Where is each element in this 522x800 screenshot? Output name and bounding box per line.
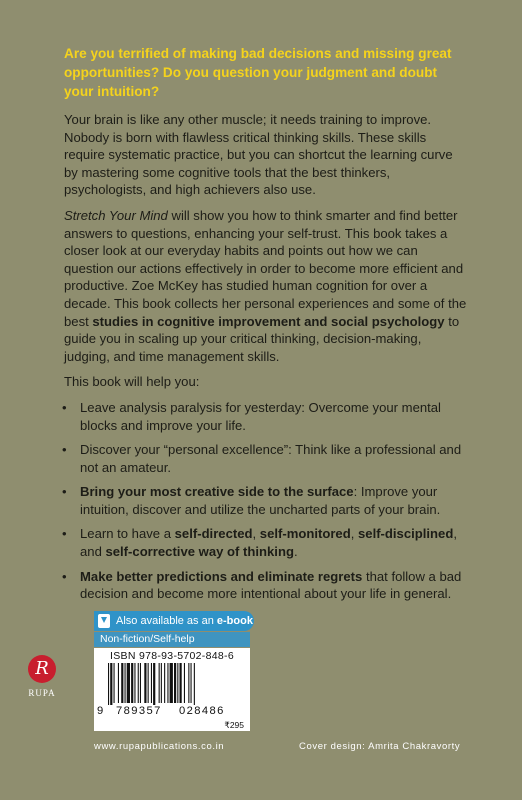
list-item: [64, 483, 468, 518]
bullet-marker: •: [62, 399, 67, 415]
bullet-5-bold: Make better predictions and eliminate regrets: [80, 568, 363, 584]
bullet-marker: •: [62, 568, 67, 584]
bullet-1-text: Leave analysis paralysis for yesterday: Overcome your mental blocks and improve your life.: [80, 399, 441, 433]
bullet-4-sep-3: , and: [80, 526, 457, 560]
barcode-digit-first: 9: [97, 705, 104, 717]
paragraph-2: [64, 207, 468, 365]
bullet-5-text: that follow a bad decision and become more intentional about your life in general.: [80, 568, 462, 602]
logo-mark-icon: [28, 655, 56, 683]
bullet-4-sep-1: ,: [252, 526, 260, 542]
paragraph-2-bold: studies in cognitive improvement and social psychology: [92, 313, 445, 329]
back-cover-text: [64, 44, 468, 610]
list-item: [64, 399, 468, 434]
bullet-4-bold-2: self-monitored: [259, 526, 351, 542]
bullet-4-sep-2: ,: [350, 526, 358, 542]
book-title: Stretch Your Mind: [64, 207, 168, 223]
paragraph-1: Your brain is like any other muscle; it needs training to improve. Nobody is born with flawless critical thinking skills. These skills require systematic practice, but you can shortcut the learning curve by mastering some cognitive tools that the best thinkers, psychologists, and high achievers also use.: [64, 112, 453, 198]
bullet-marker: •: [62, 526, 67, 542]
download-icon: [98, 614, 110, 628]
price: ₹295: [224, 720, 244, 730]
publisher-website: www.rupapublications.co.in: [94, 741, 225, 752]
bullet-4-pre: Learn to have a: [80, 526, 175, 542]
bullet-4-end: .: [293, 544, 298, 560]
ebook-bold: e-book: [216, 615, 253, 627]
bullet-marker: •: [62, 484, 67, 500]
bullet-4-bold-3: self-disciplined: [358, 526, 454, 542]
bullet-3-text: : Improve your intuition, discover and utilize the uncharted parts of your brain.: [80, 484, 441, 517]
genre-label: Non-fiction/Self-help: [94, 632, 250, 647]
bullet-4-bold-1: self-directed: [174, 526, 253, 542]
benefit-list: [64, 399, 468, 603]
bullet-3-bold: Bring your most creative side to the surface: [80, 484, 354, 500]
paragraph-2-text-1: will show you how to think smarter and find better answers to questions, enhancing your self-trust. This book takes a closer look at our everyday habits and points out how we can question our actions effectively in order to become more efficient and productive. Zoe McKey has studied human cognition for over a decade. This book collects her personal experiences and some of the best: [64, 207, 467, 329]
isbn-text: ISBN 978-93-5702-848-6: [110, 650, 234, 662]
list-item: [64, 568, 468, 603]
bullet-2-text: Discover your “personal excellence”: Think like a professional and not an amateur.: [80, 442, 462, 475]
publisher-logo: [22, 655, 62, 715]
ebook-banner: [94, 611, 254, 631]
list-item: [64, 441, 468, 476]
cover-credit: Cover design: Amrita Chakravorty: [299, 741, 461, 752]
barcode-digits-group-2: 028486: [179, 705, 225, 717]
bullet-intro: This book will help you:: [64, 374, 200, 390]
ebook-text: Also available as an: [116, 615, 217, 627]
paragraph-2-text-2: to guide you in scaling up your critical thinking, decision-making, judging, and time management skills.: [64, 313, 460, 364]
barcode-icon: [108, 663, 236, 705]
bullet-marker: •: [62, 442, 67, 458]
publisher-name: RUPA: [28, 688, 56, 698]
barcode-digits-group-1: 789357: [116, 705, 162, 717]
barcode-panel: [94, 648, 250, 731]
bullet-4-bold-4: self-corrective way of thinking: [105, 544, 294, 560]
headline: Are you terrified of making bad decisions and missing great opportunities? Do you question your judgment and doubt your intuition?: [64, 46, 452, 99]
list-item: [64, 525, 468, 560]
logo-letter: R: [35, 658, 49, 679]
